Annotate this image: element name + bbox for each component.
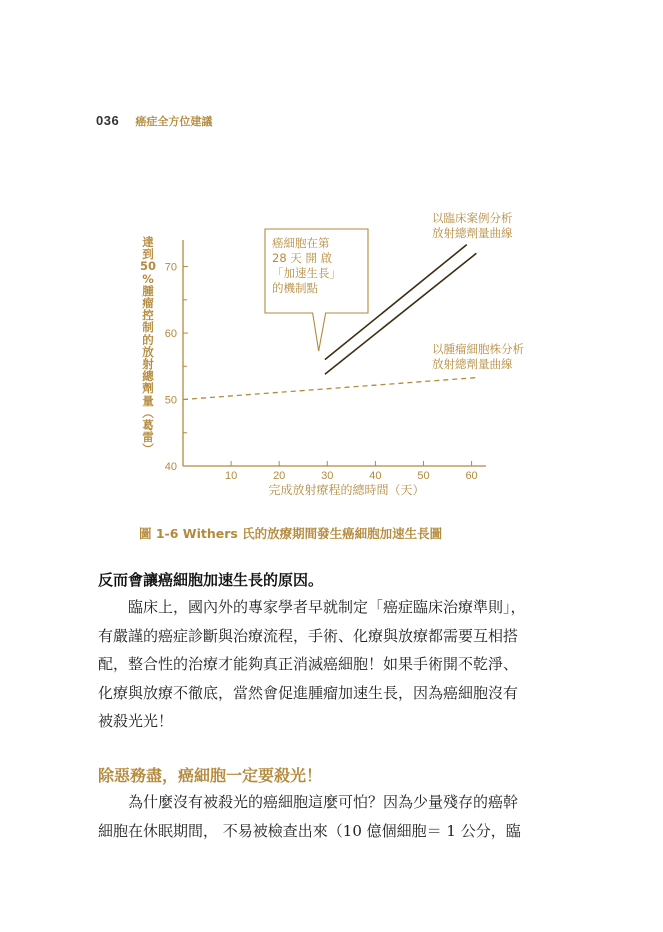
callout-line-3: 「加速生長」 (272, 266, 341, 280)
y-axis-label-char-9: 的 (142, 332, 154, 347)
x-axis-label: 完成放射療程的總時間（天） (268, 483, 425, 497)
y-axis-label-char-6: 瘤 (142, 296, 154, 311)
x-tick-label-20: 20 (273, 470, 286, 482)
y-axis-label-char-16: 葛 (142, 418, 154, 433)
figure-caption: 圖 1-6 Withers 氏的放療期間發生癌細胞加速生長圖 (139, 526, 443, 541)
y-axis-label (138, 236, 158, 456)
y-tick-label-40: 40 (164, 461, 177, 473)
y-axis-label-char-5: 腫 (142, 283, 154, 298)
y-axis-label-char-14: 量 (142, 393, 154, 408)
paragraph-1-line-3: 配，整合性的治療才能夠真正消滅癌細胞！如果手術開不乾淨、 (98, 655, 519, 674)
callout-line-2: 28 天 開 啟 (272, 251, 333, 265)
paragraph-1 (98, 593, 568, 736)
series-label-cell-line-line-2: 放射總劑量曲線 (432, 357, 513, 371)
paragraph-2-line-2: 細胞在休眠期間， 不易被檢查出來（10 億個細胞＝ 1 公分，臨 (98, 821, 521, 840)
y-axis-label-char-10: 放 (142, 344, 154, 359)
section-subheading: 除惡務盡，癌細胞一定要殺光！ (98, 766, 323, 785)
series-label-cell-line (432, 342, 524, 372)
y-axis-label-char-11: 射 (142, 357, 154, 372)
y-tick-label-60: 60 (164, 328, 177, 341)
y-axis-label-char-3: 50 (139, 259, 156, 274)
paragraph-1-line-1: 臨床上，國內外的專家學者早就制定「癌症臨床治療準則」， (128, 598, 526, 616)
y-axis-label-char-4: % (142, 271, 154, 286)
series-line-3 (183, 378, 476, 400)
y-axis-label-char-12: 總 (142, 369, 154, 384)
paragraph-1-line-2: 有嚴謹的癌症診斷與治療流程，手術、化療與放療都需要互相搭 (98, 626, 519, 645)
callout-accelerated-growth-text (272, 236, 362, 296)
series-label-clinical-line-2: 放射總劑量曲線 (432, 226, 513, 240)
x-tick-label-10: 10 (224, 470, 238, 482)
paragraph-1-line-5: 被殺光光！ (98, 712, 174, 731)
y-axis-label-char-17: 雷 (142, 430, 154, 445)
callout-line-4: 的機制點 (272, 281, 318, 295)
y-tick-label-50: 50 (164, 394, 177, 407)
x-tick-label-40: 40 (369, 470, 382, 482)
series-label-clinical (432, 211, 513, 241)
y-axis-label-char-15: ︵ (142, 405, 154, 420)
y-axis-label-char-7: 控 (142, 308, 154, 323)
paragraph-1-line-4: 化療與放療不徹底，當然會促進腫瘤加速生長，因為癌細胞沒有 (98, 683, 519, 702)
series-label-clinical-line-1: 以臨床案例分析 (432, 211, 513, 225)
x-tick-label-60: 60 (465, 470, 478, 482)
section-heading: 反而會讓癌細胞加速生長的原因。 (98, 571, 324, 589)
y-tick-label-70: 70 (164, 261, 177, 274)
x-tick-label-50: 50 (417, 470, 430, 482)
y-axis-label-char-13: 劑 (142, 381, 154, 396)
running-title: 癌症全方位建議 (135, 115, 213, 128)
paragraph-2-line-1: 為什麼沒有被殺光的癌細胞這麼可怕？因為少量殘存的癌幹 (128, 793, 519, 811)
series-label-cell-line-line-1: 以腫瘤細胞株分析 (432, 342, 524, 356)
paragraph-2 (98, 788, 568, 845)
y-axis-label-char-8: 制 (142, 320, 154, 335)
x-tick-label-30: 30 (321, 470, 334, 482)
y-axis-label-char-2: 到 (142, 247, 154, 262)
y-axis-label-char-1: 達 (142, 235, 154, 249)
callout-line-1: 癌細胞在第 (272, 236, 330, 250)
y-axis-label-char-18: ︶ (142, 442, 154, 457)
page-number: 036 (96, 113, 120, 128)
